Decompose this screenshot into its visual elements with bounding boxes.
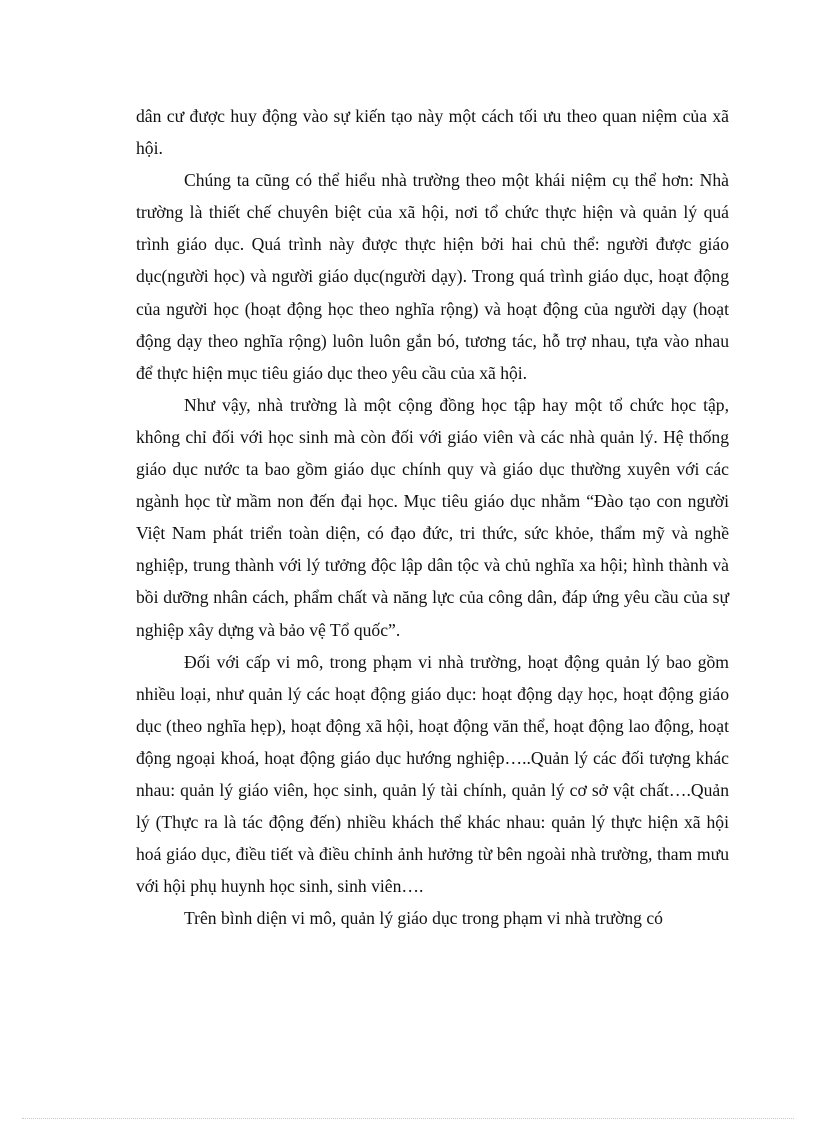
paragraph-5: Trên bình diện vi mô, quản lý giáo dục trong phạm vi nhà trường có: [184, 908, 663, 929]
paragraph-3: Như vậy, nhà trường là một cộng đồng học tập hay một tổ chức học tập, không chỉ đối với học sinh mà còn đối với giáo viên và các nhà quản lý. Hệ thống giáo dục nước ta bao gồm giáo dục chính quy và giáo dục thường xuyên với các ngành học từ mầm non đến đại học. Mục tiêu giáo dục nhằm “Đào tạo con người Việt Nam phát triển toàn diện, có đạo đức, tri thức, sức khỏe, thẩm mỹ và nghề nghiệp, trung thành với lý tưởng độc lập dân tộc và chủ nghĩa xa hội; hình thành và bồi dưỡng nhân cách, phẩm chất và năng lực của công dân, đáp ứng yêu cầu của sự nghiệp xây dựng và bảo vệ Tổ quốc”.: [136, 394, 729, 640]
page-bottom-divider: [22, 1118, 794, 1119]
paragraph-2: Chúng ta cũng có thể hiểu nhà trường theo một khái niệm cụ thể hơn: Nhà trường là thiết chế chuyên biệt của xã hội, nơi tổ chức thực hiện và quản lý quá trình giáo dục. Quá trình này được thực hiện bởi hai chủ thể: người được giáo dục(người học) và người giáo dục(người dạy). Trong quá trình giáo dục, hoạt động của người học (hoạt động học theo nghĩa rộng) và hoạt động của người dạy (hoạt động dạy theo nghĩa rộng) luôn luôn gắn bó, tương tác, hỗ trợ nhau, tựa vào nhau để thực hiện mục tiêu giáo dục theo yêu cầu của xã hội.: [136, 170, 729, 383]
paragraph-4: Đối với cấp vi mô, trong phạm vi nhà trường, hoạt động quản lý bao gồm nhiều loại, như quản lý các hoạt động giáo dục: hoạt động dạy học, hoạt động giáo dục (theo nghĩa hẹp), hoạt động xã hội, hoạt động văn thể, hoạt động lao động, hoạt động ngoại khoá, hoạt động giáo dục hướng nghiệp…..Quản lý các đối tượng khác nhau: quản lý giáo viên, học sinh, quản lý tài chính, quản lý cơ sở vật chất….Quản lý (Thực ra là tác động đến) nhiều khách thể khác nhau: quản lý thực hiện xã hội hoá giáo dục, điều tiết và điều chỉnh ảnh hưởng từ bên ngoài nhà trường, tham mưu với hội phụ huynh học sinh, sinh viên….: [136, 651, 729, 897]
document-body: [136, 100, 729, 934]
paragraph-1: dân cư được huy động vào sự kiến tạo này một cách tối ưu theo quan niệm của xã hội.: [136, 106, 729, 159]
